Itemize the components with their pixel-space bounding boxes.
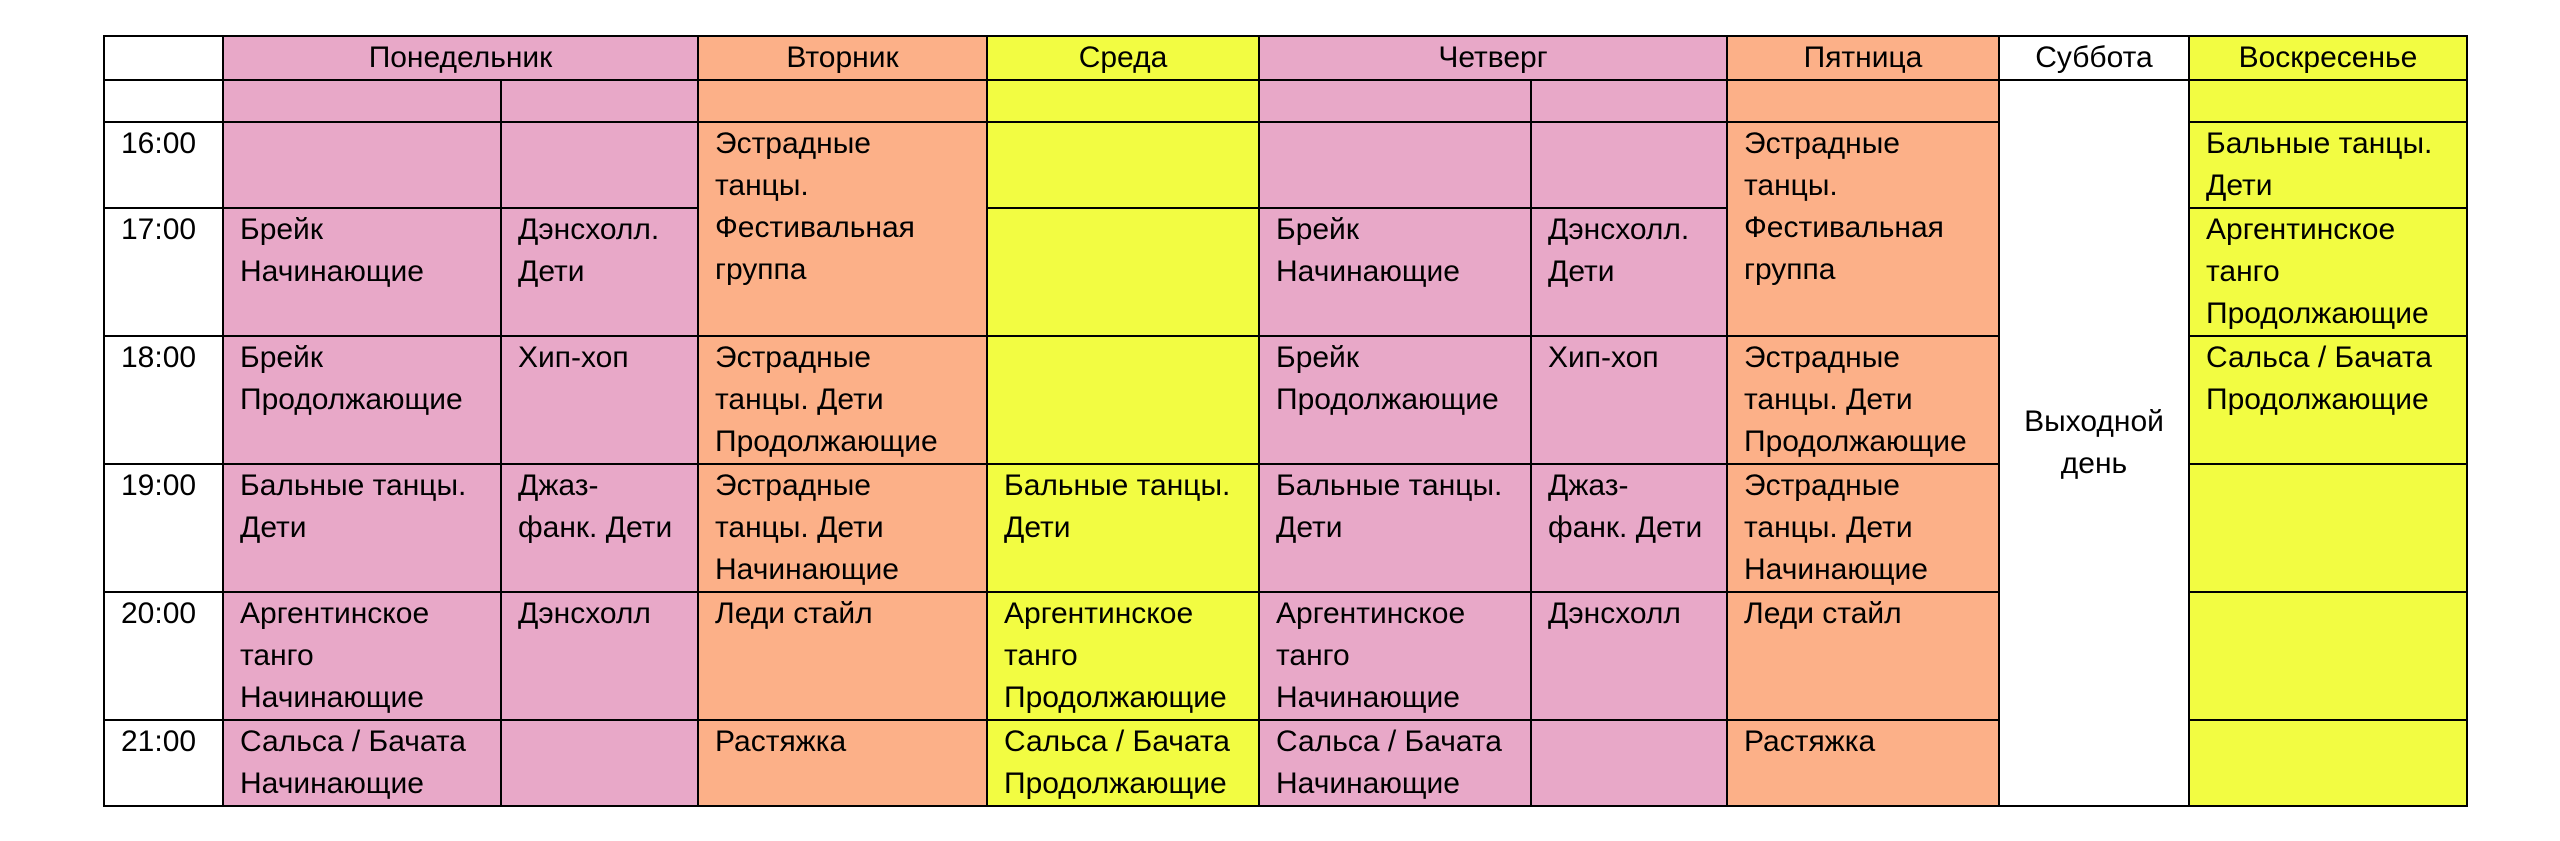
empty-cell <box>1727 80 1999 122</box>
empty-cell <box>104 80 223 122</box>
class-cell: Растяжка <box>698 720 987 806</box>
empty-cell <box>1531 122 1727 208</box>
empty-cell <box>987 80 1259 122</box>
empty-cell <box>2189 592 2467 720</box>
empty-cell <box>1259 80 1531 122</box>
class-cell: Растяжка <box>1727 720 1999 806</box>
class-cell: Бальные танцы. Дети <box>223 464 501 592</box>
class-cell: Эстрадные танцы. Дети Продолжающие <box>698 336 987 464</box>
class-cell: Брейк Начинающие <box>1259 208 1531 336</box>
header-row <box>104 36 2467 80</box>
class-cell: Джаз- фанк. Дети <box>1531 464 1727 592</box>
class-cell: Эстрадные танцы. Дети Начинающие <box>1727 464 1999 592</box>
day-header-sunday: Воскресенье <box>2189 36 2467 80</box>
class-cell: Эстрадные танцы. Фестивальная группа <box>1727 122 1999 336</box>
class-cell: Аргентинское танго Начинающие <box>223 592 501 720</box>
class-cell: Брейк Продолжающие <box>223 336 501 464</box>
day-header-monday: Понедельник <box>223 36 698 80</box>
subheader-row <box>104 80 2467 122</box>
day-header-tuesday: Вторник <box>698 36 987 80</box>
class-cell: Аргентинское танго Продолжающие <box>2189 208 2467 336</box>
class-cell: Бальные танцы. Дети <box>987 464 1259 592</box>
empty-cell <box>987 336 1259 464</box>
class-cell: Бальные танцы. Дети <box>2189 122 2467 208</box>
empty-cell <box>2189 720 2467 806</box>
empty-cell <box>223 80 501 122</box>
class-cell: Брейк Продолжающие <box>1259 336 1531 464</box>
empty-cell <box>2189 464 2467 592</box>
schedule-table <box>103 35 2468 807</box>
empty-cell <box>501 720 698 806</box>
saturday-day-off: Выходной день <box>1999 80 2189 806</box>
class-cell: Сальса / Бачата Продолжающие <box>987 720 1259 806</box>
class-cell: Сальса / Бачата Продолжающие <box>2189 336 2467 464</box>
empty-cell <box>987 122 1259 208</box>
empty-cell <box>987 208 1259 336</box>
class-cell: Аргентинское танго Продолжающие <box>987 592 1259 720</box>
empty-cell <box>501 80 698 122</box>
class-cell: Сальса / Бачата Начинающие <box>223 720 501 806</box>
day-header-friday: Пятница <box>1727 36 1999 80</box>
class-cell: Леди стайл <box>698 592 987 720</box>
class-cell: Дэнсхолл. Дети <box>501 208 698 336</box>
class-cell: Брейк Начинающие <box>223 208 501 336</box>
time-label: 17:00 <box>104 208 223 336</box>
class-cell: Эстрадные танцы. Дети Начинающие <box>698 464 987 592</box>
empty-cell <box>1531 720 1727 806</box>
time-label: 16:00 <box>104 122 223 208</box>
class-cell: Хип-хоп <box>501 336 698 464</box>
class-cell: Джаз- фанк. Дети <box>501 464 698 592</box>
empty-cell <box>501 122 698 208</box>
time-label: 21:00 <box>104 720 223 806</box>
day-header-saturday: Суббота <box>1999 36 2189 80</box>
time-label: 19:00 <box>104 464 223 592</box>
day-header-wednesday: Среда <box>987 36 1259 80</box>
class-cell: Аргентинское танго Начинающие <box>1259 592 1531 720</box>
time-label: 20:00 <box>104 592 223 720</box>
class-cell: Бальные танцы. Дети <box>1259 464 1531 592</box>
class-cell: Эстрадные танцы. Дети Продолжающие <box>1727 336 1999 464</box>
empty-cell <box>223 122 501 208</box>
empty-cell <box>1531 80 1727 122</box>
time-label: 18:00 <box>104 336 223 464</box>
class-cell: Дэнсхолл <box>501 592 698 720</box>
class-cell: Дэнсхолл <box>1531 592 1727 720</box>
class-cell: Хип-хоп <box>1531 336 1727 464</box>
class-cell: Дэнсхолл. Дети <box>1531 208 1727 336</box>
class-cell: Леди стайл <box>1727 592 1999 720</box>
empty-cell <box>1259 122 1531 208</box>
empty-cell <box>2189 80 2467 122</box>
class-cell: Эстрадные танцы. Фестивальная группа <box>698 122 987 336</box>
day-header-thursday: Четверг <box>1259 36 1727 80</box>
empty-cell <box>698 80 987 122</box>
corner-cell <box>104 36 223 80</box>
class-cell: Сальса / Бачата Начинающие <box>1259 720 1531 806</box>
